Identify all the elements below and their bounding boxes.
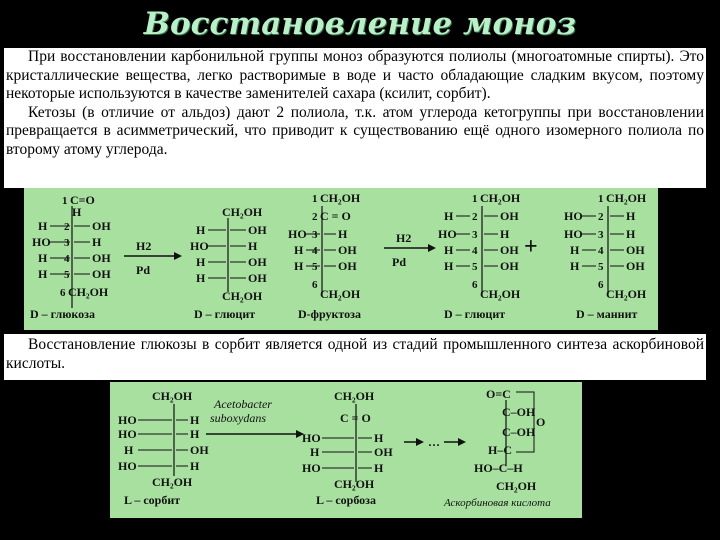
text-block-top	[4, 48, 706, 188]
svg-text:O=C: O=C	[486, 387, 511, 401]
svg-text:CH₂OH: CH₂OH	[152, 475, 193, 489]
svg-text:C–OH: C–OH	[502, 425, 536, 439]
svg-text:HO: HO	[438, 227, 457, 241]
fructose-label: D-фруктоза	[298, 307, 361, 321]
svg-text:HO: HO	[118, 459, 137, 473]
svg-text:HO: HO	[302, 461, 321, 475]
svg-text:CH₂OH: CH₂OH	[152, 389, 193, 403]
paragraph-ascorbic: Восстановление глюкозы в сорбит является одной из стадий промышленного синтеза аскорбиновой кислоты.	[6, 336, 704, 372]
svg-text:H: H	[72, 205, 82, 219]
text-block-bottom	[4, 334, 706, 380]
reduction-scheme	[24, 188, 658, 330]
ascorbic-synthesis-panel	[110, 382, 582, 518]
svg-text:2: 2	[64, 221, 70, 233]
svg-text:C = O: C = O	[340, 411, 371, 425]
svg-text:4: 4	[598, 245, 604, 257]
svg-text:H: H	[38, 251, 48, 265]
arrow1-bottom: Pd	[136, 263, 151, 277]
svg-text:H: H	[444, 209, 454, 223]
glucitol-structure-2	[438, 191, 521, 301]
svg-text:H: H	[196, 271, 206, 285]
svg-text:5: 5	[312, 261, 318, 273]
svg-text:HO: HO	[118, 413, 137, 427]
svg-text:H: H	[38, 267, 48, 281]
svg-text:OH: OH	[500, 209, 519, 223]
svg-text:OH: OH	[626, 259, 645, 273]
svg-text:CH₂OH: CH₂OH	[480, 191, 521, 205]
mannitol-label: D – маннит	[576, 307, 638, 321]
svg-text:CH₂OH: CH₂OH	[496, 479, 537, 493]
svg-text:OH: OH	[500, 259, 519, 273]
glucose-label: D – глюкоза	[30, 307, 95, 321]
glucitol-structure-1	[190, 205, 267, 303]
plus-sign: +	[524, 234, 538, 260]
svg-text:OH: OH	[190, 443, 209, 457]
svg-text:4: 4	[312, 245, 318, 257]
arrow2-top: H2	[396, 231, 412, 245]
svg-text:H: H	[248, 239, 258, 253]
svg-text:2: 2	[312, 211, 318, 223]
svg-text:CH₂OH: CH₂OH	[222, 289, 263, 303]
svg-text:OH: OH	[500, 243, 519, 257]
svg-text:HO: HO	[302, 431, 321, 445]
svg-text:H: H	[38, 219, 48, 233]
svg-text:5: 5	[64, 269, 70, 281]
svg-text:CH₂OH: CH₂OH	[68, 285, 109, 299]
svg-text:CH₂OH: CH₂OH	[606, 287, 647, 301]
svg-text:HO: HO	[190, 239, 209, 253]
sorbose-label: L – сорбоза	[316, 493, 377, 507]
glucose-structure	[32, 193, 111, 308]
svg-text:6: 6	[472, 279, 478, 291]
svg-text:H: H	[196, 223, 206, 237]
svg-text:H: H	[190, 459, 200, 473]
svg-text:H: H	[196, 255, 206, 269]
reduction-arrow-1	[124, 239, 182, 277]
svg-text:OH: OH	[248, 271, 267, 285]
svg-text:O: O	[536, 415, 546, 429]
svg-text:H: H	[310, 445, 320, 459]
svg-text:CH₂OH: CH₂OH	[320, 191, 361, 205]
svg-text:C = O: C = O	[320, 209, 351, 223]
svg-text:CH₂OH: CH₂OH	[222, 205, 263, 219]
svg-text:5: 5	[598, 261, 604, 273]
arrow1-top: H2	[136, 239, 152, 253]
svg-text:6: 6	[312, 279, 318, 291]
ascorbic-synthesis-scheme	[110, 382, 582, 518]
svg-text:C=O: C=O	[70, 193, 95, 207]
bacteria-arrow	[206, 397, 304, 438]
svg-text:OH: OH	[374, 445, 393, 459]
svg-text:OH: OH	[92, 251, 111, 265]
svg-text:H: H	[570, 243, 580, 257]
svg-text:OH: OH	[248, 223, 267, 237]
svg-text:OH: OH	[338, 259, 357, 273]
svg-text:4: 4	[472, 245, 478, 257]
svg-text:CH₂OH: CH₂OH	[334, 477, 375, 491]
svg-text:H: H	[374, 461, 384, 475]
svg-text:H: H	[626, 227, 636, 241]
ascorbic-label: Аскорбиновая кислота	[444, 497, 551, 509]
svg-text:H: H	[570, 259, 580, 273]
svg-text:HO: HO	[564, 227, 583, 241]
svg-text:1: 1	[472, 193, 478, 205]
fructose-structure	[288, 191, 361, 301]
svg-text:HO: HO	[32, 235, 51, 249]
dots: …	[428, 435, 440, 449]
paragraph-ketoses: Кетозы (в отличие от альдоз) дают 2 полиола, т.к. атом углерода кетогруппы при восстановлении превращается в асимметрический, что приводит к существованию ещё одного изомерного полиола по второму атому углерода.	[6, 103, 704, 158]
sorbitol-structure	[118, 389, 209, 489]
bacteria-line2: suboxydans	[210, 411, 266, 425]
svg-text:OH: OH	[626, 243, 645, 257]
svg-text:3: 3	[598, 229, 604, 241]
svg-text:H: H	[374, 431, 384, 445]
svg-text:3: 3	[64, 237, 70, 249]
svg-text:H: H	[92, 235, 102, 249]
svg-text:H: H	[338, 227, 348, 241]
svg-text:H: H	[294, 259, 304, 273]
sorbitol-label: L – сорбит	[124, 493, 181, 507]
multi-step-arrow	[404, 435, 466, 449]
reduction-arrow-2	[384, 231, 436, 269]
svg-text:1: 1	[312, 193, 318, 205]
svg-text:H: H	[444, 243, 454, 257]
svg-text:2: 2	[472, 211, 478, 223]
svg-text:CH₂OH: CH₂OH	[334, 389, 375, 403]
glucitol1-label: D – глюцит	[194, 307, 256, 321]
svg-text:OH: OH	[248, 255, 267, 269]
svg-text:HO–C–H: HO–C–H	[474, 461, 523, 475]
arrow2-bottom: Pd	[392, 255, 407, 269]
svg-text:H: H	[444, 259, 454, 273]
mannitol-structure	[564, 191, 647, 301]
svg-text:3: 3	[312, 229, 318, 241]
paragraph-polyols: При восстановлении карбонильной группы моноз образуются полиолы (многоатомные спирты). Это кристаллические вещества, легко растворимые в воде и часто обладающие сладким вкусом, поэтому некоторые используются в качестве заменителей сахара (ксилит, сорбит).	[6, 48, 704, 102]
svg-text:6: 6	[60, 287, 66, 299]
svg-text:OH: OH	[338, 243, 357, 257]
svg-text:H: H	[190, 413, 200, 427]
svg-text:CH₂OH: CH₂OH	[320, 287, 361, 301]
glucitol2-label: D – глюцит	[444, 307, 506, 321]
svg-text:HO: HO	[564, 209, 583, 223]
svg-text:H: H	[500, 227, 510, 241]
sorbose-structure	[302, 389, 393, 491]
svg-text:5: 5	[472, 261, 478, 273]
svg-text:OH: OH	[92, 267, 111, 281]
bacteria-line1: Acetobacter	[214, 397, 272, 411]
svg-text:OH: OH	[92, 219, 111, 233]
svg-text:CH₂OH: CH₂OH	[606, 191, 647, 205]
svg-text:C–OH: C–OH	[502, 405, 536, 419]
svg-text:6: 6	[598, 279, 604, 291]
svg-text:H: H	[124, 443, 134, 457]
svg-text:1: 1	[598, 193, 604, 205]
svg-text:4: 4	[64, 253, 70, 265]
ascorbic-acid-structure	[474, 387, 545, 493]
svg-text:H–C: H–C	[488, 443, 512, 457]
slide-title: Восстановление моноз	[143, 6, 577, 42]
svg-text:H: H	[294, 243, 304, 257]
svg-text:3: 3	[472, 229, 478, 241]
reduction-scheme-panel	[24, 188, 658, 330]
svg-text:CH₂OH: CH₂OH	[480, 287, 521, 301]
svg-text:2: 2	[598, 211, 604, 223]
svg-text:H: H	[190, 427, 200, 441]
svg-text:HO: HO	[288, 227, 307, 241]
svg-text:H: H	[626, 209, 636, 223]
svg-text:1: 1	[62, 195, 68, 207]
svg-text:HO: HO	[118, 427, 137, 441]
